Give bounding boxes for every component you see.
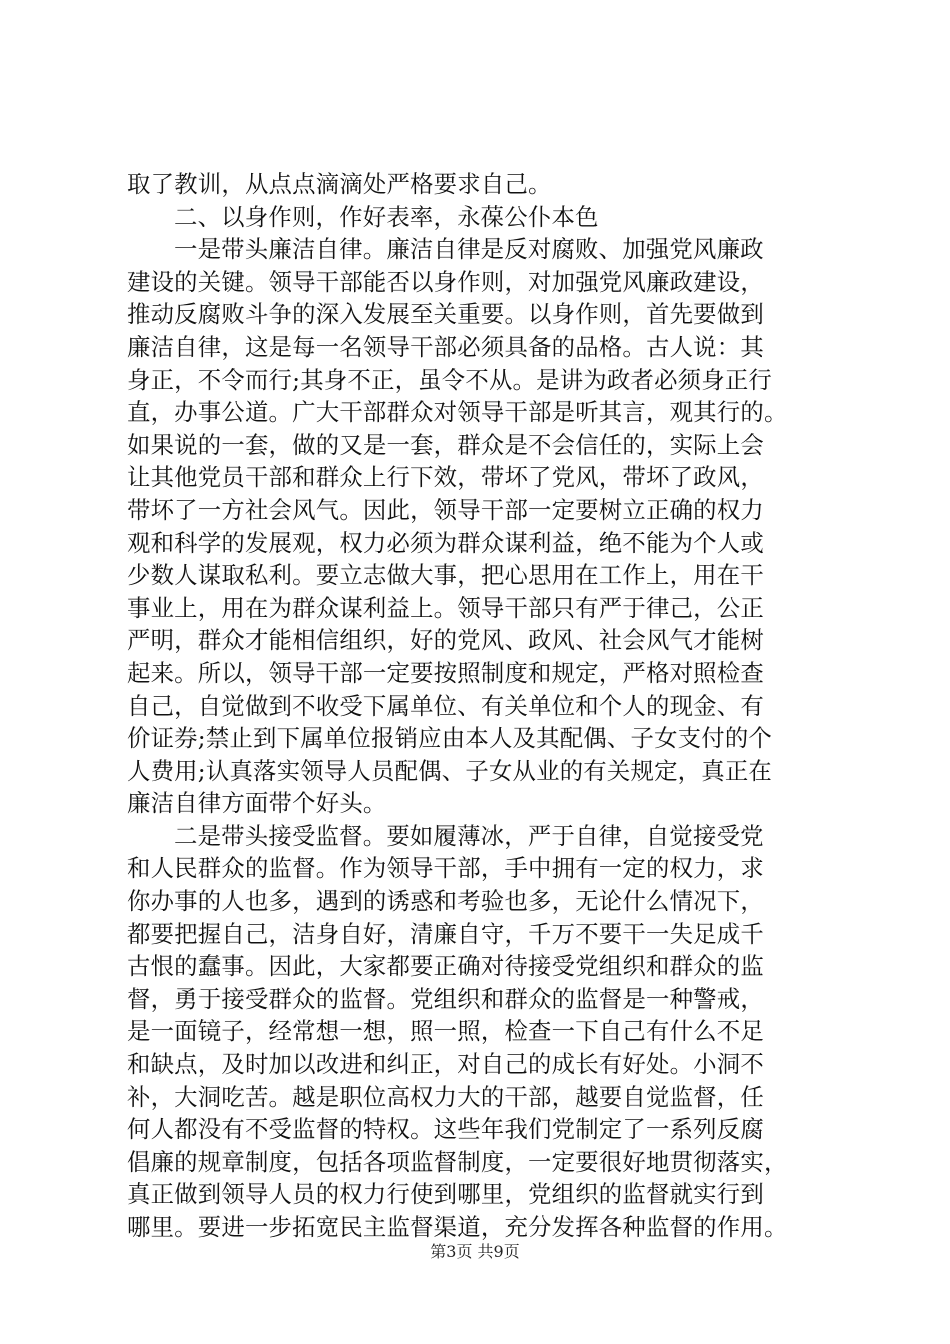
text-line: 真正做到领导人员的权力行使到哪里，党组织的监督就实行到 (127, 1180, 764, 1209)
text-line: 是一面镜子，经常想一想，照一照，检查一下自己有什么不足 (127, 1017, 764, 1046)
text-line: 自己，自觉做到不收受下属单位、有关单位和个人的现金、有 (127, 691, 764, 720)
text-line: 二、以身作则，作好表率，永葆公仆本色 (174, 202, 599, 231)
page-footer: 第3页 共9页 (430, 1242, 520, 1261)
text-line: 和人民群众的监督。作为领导干部，手中拥有一定的权力，求 (127, 854, 764, 883)
text-line: 起来。所以，领导干部一定要按照制度和规定，严格对照检查 (127, 658, 764, 687)
text-line: 二是带头接受监督。要如履薄冰，严于自律，自觉接受党 (174, 821, 764, 850)
text-line: 观和科学的发展观，权力必须为群众谋利益，绝不能为个人或 (127, 528, 764, 557)
text-line: 廉洁自律，这是每一名领导干部必须具备的品格。古人说：其 (127, 332, 764, 361)
text-line: 廉洁自律方面带个好头。 (127, 789, 387, 818)
text-line: 哪里。要进一步拓宽民主监督渠道，充分发挥各种监督的作用。 (127, 1213, 788, 1241)
text-line: 事业上，用在为群众谋利益上。领导干部只有严于律己，公正 (127, 593, 764, 622)
text-line: 督，勇于接受群众的监督。党组织和群众的监督是一种警戒， (127, 984, 764, 1013)
text-line: 都要把握自己，洁身自好，清廉自守，千万不要干一失足成千 (127, 919, 764, 948)
text-line: 让其他党员干部和群众上行下效，带坏了党风，带坏了政风， (127, 463, 764, 492)
text-line: 取了教训，从点点滴滴处严格要求自己。 (127, 170, 552, 198)
text-line: 和缺点，及时加以改进和纠正，对自己的成长有好处。小洞不 (127, 1050, 764, 1079)
text-line: 倡廉的规章制度，包括各项监督制度，一定要很好地贯彻落实， (127, 1147, 788, 1176)
text-line: 人费用;认真落实领导人员配偶、子女从业的有关规定，真正在 (127, 756, 773, 785)
text-line: 一是带头廉洁自律。廉洁自律是反对腐败、加强党风廉政 (174, 235, 764, 264)
text-line: 身正，不令而行;其身不正，虽令不从。是讲为政者必须身正行 (127, 365, 773, 394)
text-line: 严明，群众才能相信组织，好的党风、政风、社会风气才能树 (127, 626, 764, 655)
text-line: 如果说的一套，做的又是一套，群众是不会信任的，实际上会 (127, 430, 764, 459)
text-line: 价证券;禁止到下属单位报销应由本人及其配偶、子女支付的个 (127, 724, 773, 753)
text-line: 补，大洞吃苦。越是职位高权力大的干部，越要自觉监督，任 (127, 1082, 764, 1111)
text-line: 你办事的人也多，遇到的诱惑和考验也多，无论什么情况下， (127, 887, 764, 916)
text-line: 古恨的蠢事。因此，大家都要正确对待接受党组织和群众的监 (127, 952, 764, 981)
text-line: 少数人谋取私利。要立志做大事，把心思用在工作上，用在干 (127, 561, 764, 590)
text-line: 推动反腐败斗争的深入发展至关重要。以身作则，首先要做到 (127, 300, 764, 329)
text-line: 直，办事公道。广大干部群众对领导干部是听其言，观其行的。 (127, 398, 788, 427)
text-line: 建设的关键。领导干部能否以身作则，对加强党风廉政建设， (127, 267, 764, 296)
document-body (127, 168, 837, 1244)
text-line: 带坏了一方社会风气。因此，领导干部一定要树立正确的权力 (127, 495, 764, 524)
text-line: 何人都没有不受监督的特权。这些年我们党制定了一系列反腐 (127, 1115, 764, 1144)
